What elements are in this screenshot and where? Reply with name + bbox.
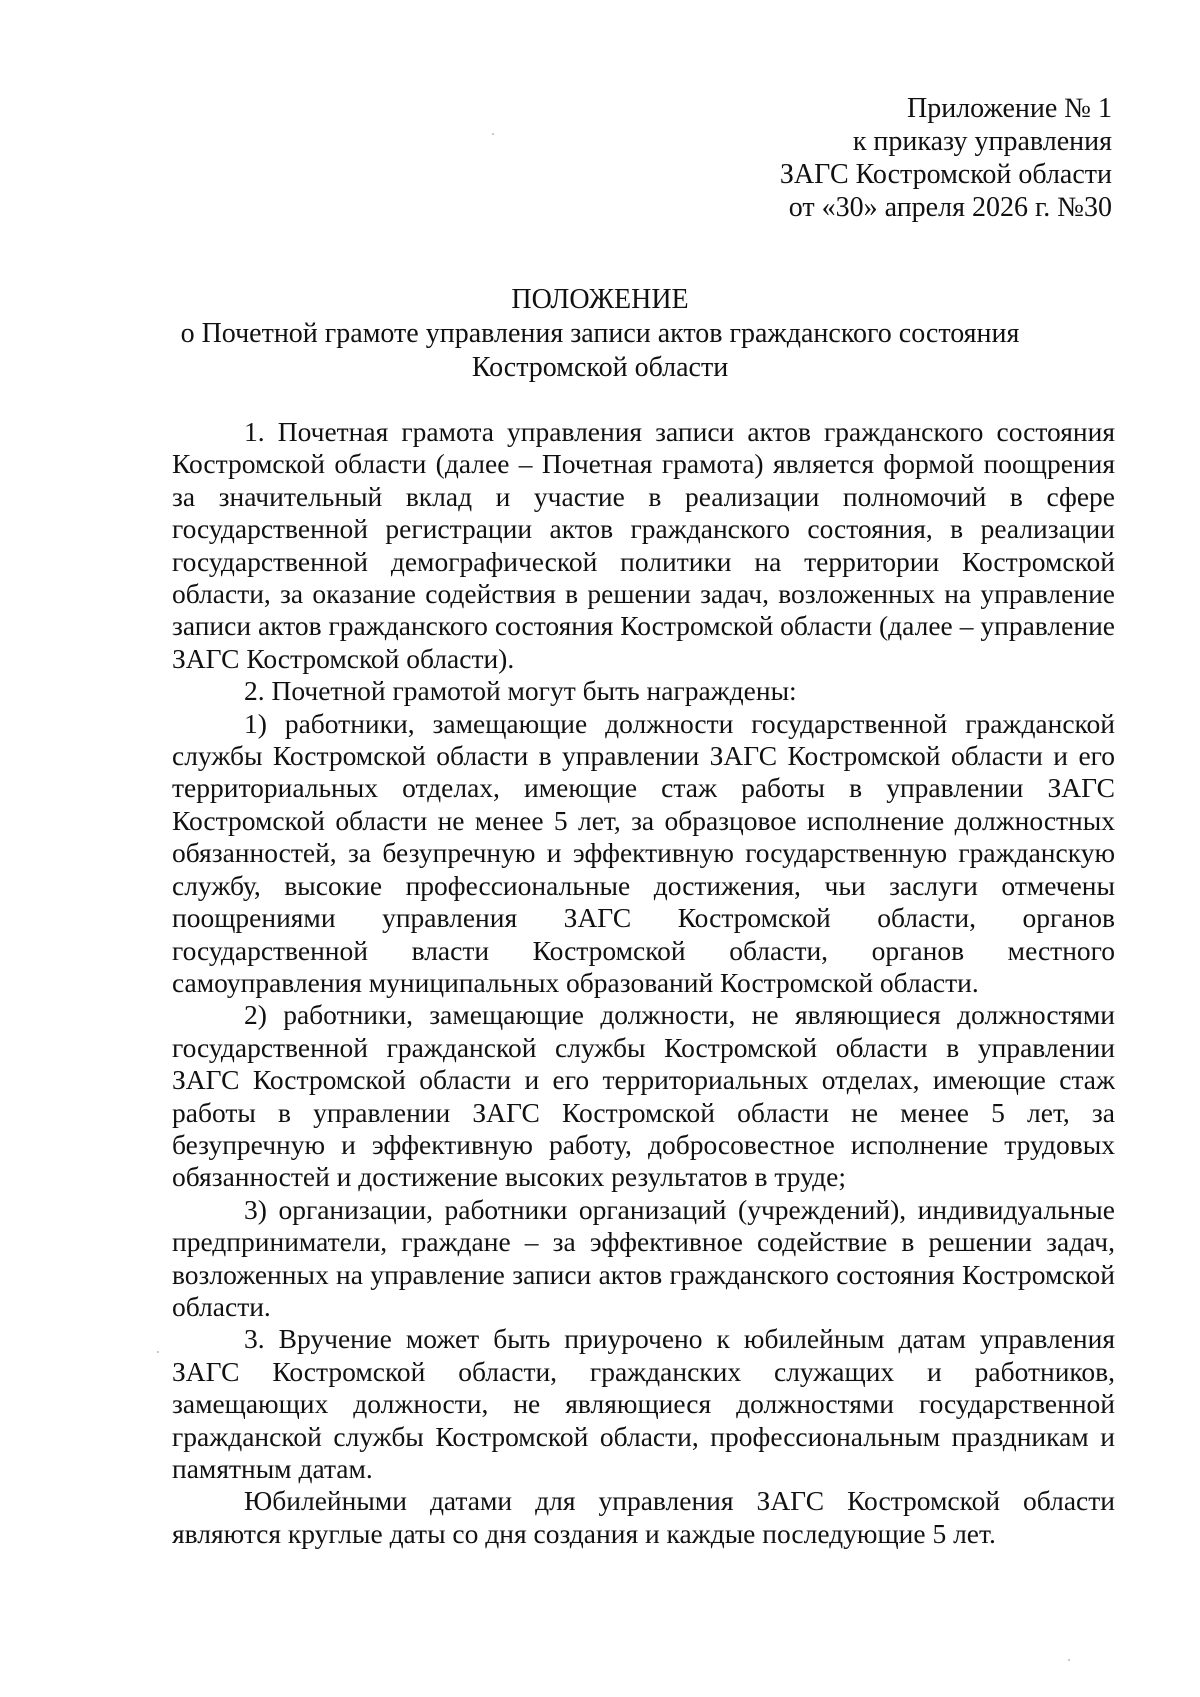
title-heading: ПОЛОЖЕНИЕ bbox=[511, 284, 689, 315]
paragraph-1: 1. Почетная грамота управления записи актов гражданского состояния Костромской области (далее – Почетная грамота) является формой поощрения за значительный вклад и участие в реализации полномочий в сфере государственной регистрации актов гражданского состояния, в реализации государственной демографической политики на территории Костромской области, за оказание содействия в решении задач, возложенных на управление записи актов гражданского состояния Костромской области (далее – управление ЗАГС Костромской области). bbox=[172, 416, 1115, 674]
document-body bbox=[172, 416, 1115, 1550]
paragraph-3-jubilee: Юбилейными датами для управления ЗАГС Костромской области являются круглые даты со дня создания и каждые последующие 5 лет. bbox=[172, 1485, 1115, 1549]
document-title bbox=[0, 283, 1200, 385]
paragraph-2: 2. Почетной грамотой могут быть награждены: bbox=[244, 675, 797, 707]
attachment-authority: ЗАГС Костромской области bbox=[779, 159, 1112, 190]
paragraph-2-item-3: 3) организации, работники организаций (учреждений), индивидуальные предприниматели, граждане – за эффективное содействие в решении задач, возложенных на управление записи актов гражданского состояния Костромской области. bbox=[172, 1193, 1115, 1322]
scan-speck bbox=[492, 133, 494, 135]
paragraph-2-item-1: 1) работники, замещающие должности государственной гражданской службы Костромской области в управлении ЗАГС Костромской области и его территориальных отделах, имеющие стаж работы в управлении ЗАГС Костромской области не менее 5 лет, за образцовое исполнение должностных обязанностей, за безупречную и эффективную государственную гражданскую службу, высокие профессиональные достижения, чьи заслуги отмечены поощрениями управления ЗАГС Костромской области, органов государственной власти Костромской области, органов местного самоуправления муниципальных образований Костромской области. bbox=[172, 707, 1115, 998]
title-subtitle-line1: о Почетной грамоте управления записи актов гражданского состояния bbox=[180, 318, 1020, 349]
attachment-number: Приложение № 1 bbox=[907, 93, 1112, 124]
paragraph-2-item-2: 2) работники, замещающие должности, не являющиеся должностями государственной гражданской службы Костромской области в управлении ЗАГС Костромской области и его территориальных отделах, имеющие стаж работы в управлении ЗАГС Костромской области не менее 5 лет, за безупречную и эффективную работу, добросовестное исполнение трудовых обязанностей и достижение высоких результатов в труде; bbox=[172, 999, 1115, 1193]
scan-speck bbox=[1068, 1659, 1070, 1661]
scan-speck bbox=[157, 1351, 159, 1353]
attachment-order-ref: к приказу управления bbox=[852, 126, 1112, 157]
attachment-date: от «30» апреля 2026 г. №30 bbox=[788, 192, 1112, 223]
attachment-header bbox=[780, 92, 1112, 224]
title-subtitle-line2: Костромской области bbox=[471, 352, 729, 383]
paragraph-3: 3. Вручение может быть приурочено к юбилейным датам управления ЗАГС Костромской области, гражданских служащих и работников, замещающих должности, не являющиеся должностями государственной гражданской службы Костромской области, профессиональным праздникам и памятным датам. bbox=[172, 1323, 1115, 1484]
